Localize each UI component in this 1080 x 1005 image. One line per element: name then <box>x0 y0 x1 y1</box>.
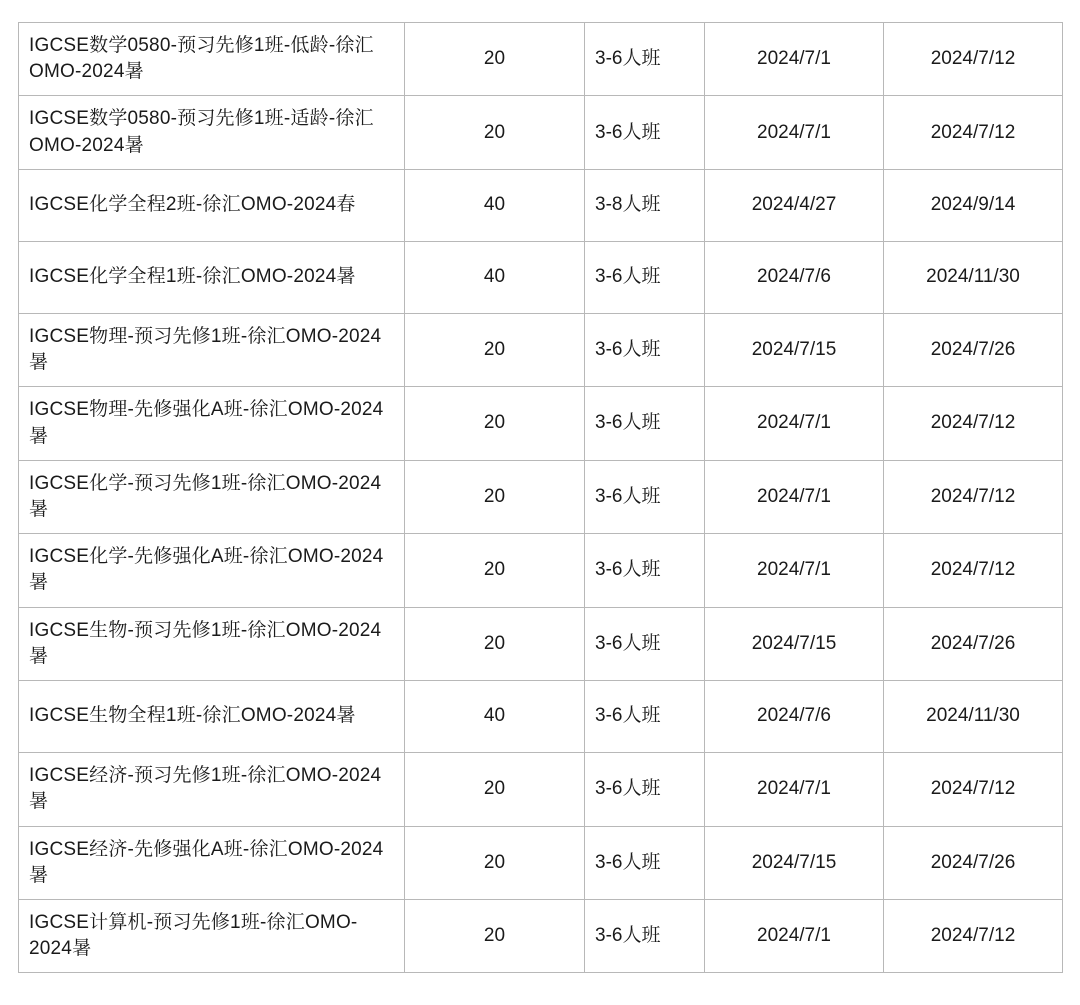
start-date-cell: 2024/7/6 <box>705 681 884 753</box>
table-row <box>19 899 1063 972</box>
table-row <box>19 681 1063 753</box>
class-size-cell: 3-6人班 <box>585 387 705 460</box>
end-date-cell: 2024/7/12 <box>884 534 1063 607</box>
end-date-cell: 2024/11/30 <box>884 241 1063 313</box>
end-date-cell: 2024/7/12 <box>884 23 1063 96</box>
end-date-cell: 2024/7/26 <box>884 607 1063 680</box>
table-row <box>19 607 1063 680</box>
end-date-cell: 2024/9/14 <box>884 169 1063 241</box>
start-date-cell: 2024/7/1 <box>705 899 884 972</box>
course-hours-cell: 20 <box>405 387 585 460</box>
course-table <box>18 22 1063 973</box>
end-date-cell: 2024/7/26 <box>884 313 1063 386</box>
course-table-body <box>19 23 1063 973</box>
end-date-cell: 2024/7/12 <box>884 387 1063 460</box>
course-name-cell: IGCSE化学-预习先修1班-徐汇OMO-2024暑 <box>19 460 405 533</box>
end-date-cell: 2024/7/12 <box>884 460 1063 533</box>
end-date-cell: 2024/7/26 <box>884 826 1063 899</box>
table-row <box>19 460 1063 533</box>
start-date-cell: 2024/7/1 <box>705 23 884 96</box>
course-hours-cell: 40 <box>405 681 585 753</box>
start-date-cell: 2024/7/1 <box>705 753 884 826</box>
table-row <box>19 534 1063 607</box>
start-date-cell: 2024/7/6 <box>705 241 884 313</box>
class-size-cell: 3-6人班 <box>585 241 705 313</box>
course-hours-cell: 20 <box>405 23 585 96</box>
course-hours-cell: 40 <box>405 169 585 241</box>
course-name-cell: IGCSE物理-先修强化A班-徐汇OMO-2024暑 <box>19 387 405 460</box>
table-row <box>19 313 1063 386</box>
class-size-cell: 3-6人班 <box>585 826 705 899</box>
class-size-cell: 3-6人班 <box>585 313 705 386</box>
start-date-cell: 2024/7/15 <box>705 607 884 680</box>
course-name-cell: IGCSE化学-先修强化A班-徐汇OMO-2024暑 <box>19 534 405 607</box>
class-size-cell: 3-6人班 <box>585 753 705 826</box>
course-name-cell: IGCSE物理-预习先修1班-徐汇OMO-2024暑 <box>19 313 405 386</box>
table-row <box>19 23 1063 96</box>
start-date-cell: 2024/4/27 <box>705 169 884 241</box>
end-date-cell: 2024/7/12 <box>884 96 1063 169</box>
start-date-cell: 2024/7/15 <box>705 313 884 386</box>
end-date-cell: 2024/7/12 <box>884 899 1063 972</box>
course-name-cell: IGCSE数学0580-预习先修1班-适龄-徐汇OMO-2024暑 <box>19 96 405 169</box>
class-size-cell: 3-6人班 <box>585 460 705 533</box>
course-name-cell: IGCSE化学全程1班-徐汇OMO-2024暑 <box>19 241 405 313</box>
end-date-cell: 2024/11/30 <box>884 681 1063 753</box>
table-row <box>19 241 1063 313</box>
course-hours-cell: 20 <box>405 313 585 386</box>
class-size-cell: 3-6人班 <box>585 681 705 753</box>
table-row <box>19 387 1063 460</box>
start-date-cell: 2024/7/1 <box>705 460 884 533</box>
class-size-cell: 3-6人班 <box>585 607 705 680</box>
class-size-cell: 3-6人班 <box>585 534 705 607</box>
course-hours-cell: 40 <box>405 241 585 313</box>
course-hours-cell: 20 <box>405 96 585 169</box>
course-name-cell: IGCSE计算机-预习先修1班-徐汇OMO-2024暑 <box>19 899 405 972</box>
table-row <box>19 753 1063 826</box>
start-date-cell: 2024/7/1 <box>705 387 884 460</box>
course-hours-cell: 20 <box>405 899 585 972</box>
course-name-cell: IGCSE化学全程2班-徐汇OMO-2024春 <box>19 169 405 241</box>
table-row <box>19 96 1063 169</box>
course-name-cell: IGCSE数学0580-预习先修1班-低龄-徐汇OMO-2024暑 <box>19 23 405 96</box>
table-row <box>19 826 1063 899</box>
class-size-cell: 3-6人班 <box>585 96 705 169</box>
start-date-cell: 2024/7/15 <box>705 826 884 899</box>
course-hours-cell: 20 <box>405 753 585 826</box>
course-hours-cell: 20 <box>405 460 585 533</box>
start-date-cell: 2024/7/1 <box>705 96 884 169</box>
course-name-cell: IGCSE经济-预习先修1班-徐汇OMO-2024暑 <box>19 753 405 826</box>
class-size-cell: 3-6人班 <box>585 23 705 96</box>
course-hours-cell: 20 <box>405 534 585 607</box>
course-name-cell: IGCSE生物-预习先修1班-徐汇OMO-2024暑 <box>19 607 405 680</box>
start-date-cell: 2024/7/1 <box>705 534 884 607</box>
class-size-cell: 3-6人班 <box>585 899 705 972</box>
class-size-cell: 3-8人班 <box>585 169 705 241</box>
course-hours-cell: 20 <box>405 826 585 899</box>
table-row <box>19 169 1063 241</box>
course-name-cell: IGCSE生物全程1班-徐汇OMO-2024暑 <box>19 681 405 753</box>
course-hours-cell: 20 <box>405 607 585 680</box>
end-date-cell: 2024/7/12 <box>884 753 1063 826</box>
course-name-cell: IGCSE经济-先修强化A班-徐汇OMO-2024暑 <box>19 826 405 899</box>
